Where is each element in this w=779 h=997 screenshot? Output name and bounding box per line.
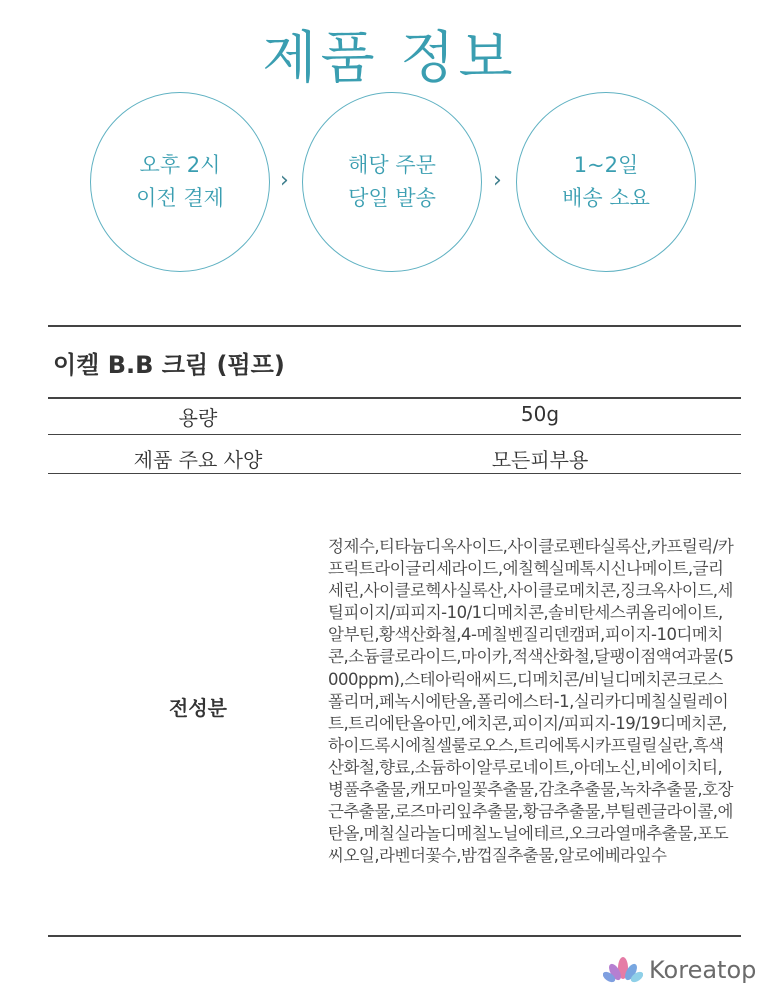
brand-logo <box>603 955 756 985</box>
chevron-right-icon: › <box>280 168 289 193</box>
step-circle-shipping <box>302 92 482 272</box>
step-circle-payment <box>90 92 270 272</box>
step-line: 오후 2시 <box>139 153 221 177</box>
ingredients-text: 정제수,티타늄디옥사이드,사이클로펜타실록산,카프릴릭/카프릭트라이글리세라이드,에칠헥실메톡시신나메이트,글리세린,사이클로헥사실록산,사이클로메치콘,징크옥사이드,세틸피이지/피피지-10/1디메치콘,솔비탄세스퀴올리에이트,알부틴,황색산화철,4-메칠벤질리덴캠퍼,피이지-10디메치콘,소듐클로라이드,마이카,적색산화철,달팽이점액여과물(5000ppm),스테아릭애씨드,디메치콘/비닐디메치콘크로스폴리머,페녹시에탄올,폴리에스터-1,실리카디메칠실릴레이트,트리에탄올아민,에치콘,피이지/피피지-19/19디메치콘,하이드록시에칠셀룰로오스,트리에톡시카프릴릴실란,흑색산화철,향료,소듐하이알루로네이트,아데노신,비에이치티,병풀추출물,캐모마일꽃추출물,감초추출물,녹차추출물,호장근추출물,로즈마리잎추출물,황금추출물,부틸렌글라이콜,에탄올,메칠실라놀디메칠노닐에테르,오크라열매추출물,포도씨오일,라벤더꽃수,밤껍질추출물,알로에베라잎수 <box>328 537 734 866</box>
spec-label: 제품 주요 사양 <box>133 448 263 472</box>
spec-value: 50g <box>520 402 560 426</box>
ingredients-label: 전성분 <box>169 696 227 720</box>
step-line: 당일 발송 <box>348 186 436 210</box>
spec-label: 용량 <box>178 406 218 430</box>
chevron-right-icon: › <box>493 168 502 193</box>
divider <box>48 473 741 474</box>
spec-value: 모든피부용 <box>491 448 589 472</box>
step-line: 배송 소요 <box>562 186 650 210</box>
divider <box>48 325 741 327</box>
divider <box>48 935 741 937</box>
step-line: 이전 결제 <box>136 186 224 210</box>
lotus-icon <box>603 955 643 985</box>
step-line: 1~2일 <box>573 153 639 177</box>
logo-text: Koreatop <box>649 956 757 984</box>
step-line: 해당 주문 <box>348 153 436 177</box>
page-title: 제품 정보 <box>262 26 517 91</box>
divider <box>48 434 741 435</box>
product-name: 이켈 B.B 크림 (펌프) <box>53 351 285 379</box>
step-circle-delivery <box>516 92 696 272</box>
divider <box>48 397 741 399</box>
